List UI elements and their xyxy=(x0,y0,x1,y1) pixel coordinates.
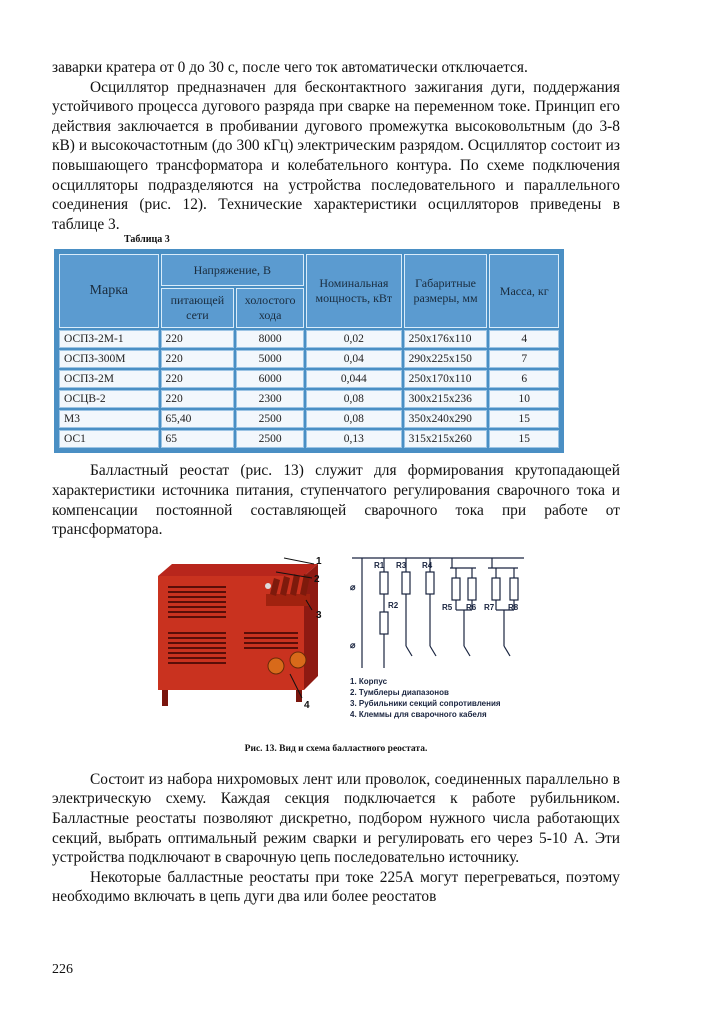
page-content xyxy=(52,58,620,907)
legend-item-2: 2. Тумблеры диапазонов xyxy=(350,687,449,697)
cell-power: 0,04 xyxy=(306,350,402,368)
header-dims: Габаритные размеры, мм xyxy=(404,254,488,328)
resistor-r6: R6 xyxy=(466,602,477,612)
legend-item-1: 1. Корпус xyxy=(350,676,388,686)
cell-mass: 6 xyxy=(489,370,559,388)
cell-dims: 315х215х260 xyxy=(404,430,488,448)
figure-ballast-rheostat xyxy=(52,550,620,740)
resistor-r8: R8 xyxy=(508,602,519,612)
resistor-r3: R3 xyxy=(396,560,407,570)
cell-idle: 2500 xyxy=(236,430,304,448)
table-row xyxy=(59,410,559,428)
paragraph-1: заварки кратера от 0 до 30 с, после чего ток автоматически отключается. xyxy=(52,59,528,76)
cell-brand: ОСЦВ-2 xyxy=(59,390,159,408)
legend-item-4: 4. Клеммы для сварочного кабеля xyxy=(350,709,487,719)
resistor-r2: R2 xyxy=(388,600,399,610)
paragraph-4: Состоит из набора нихромовых лент или проволок, соединенных параллельно в электрическую схему. Каждая секция подключается к работе рубильником. Балластные реостаты позволяют дискретно, подбором нужного числа работающих секций, выбрать оптимальный режим сварки и регулировать его через 5-10 А. Эти устройства подключают в сварочную цепь последовательно источнику. xyxy=(52,770,620,867)
figure-caption: Рис. 13. Вид и схема балластного реостата. xyxy=(244,743,428,754)
table-row xyxy=(59,330,559,348)
rheostat-schematic xyxy=(352,558,524,668)
header-power: Номинальная мощность, кВт xyxy=(306,254,402,328)
cell-brand: ОС1 xyxy=(59,430,159,448)
rheostat-illustration xyxy=(158,556,322,711)
cell-power: 0,08 xyxy=(306,410,402,428)
cell-supply: 220 xyxy=(161,350,235,368)
table-row xyxy=(59,370,559,388)
cell-idle: 2300 xyxy=(236,390,304,408)
cell-brand: ОСПЗ-300М xyxy=(59,350,159,368)
cell-power: 0,13 xyxy=(306,430,402,448)
table-row xyxy=(59,350,559,368)
cell-dims: 350х240х290 xyxy=(404,410,488,428)
paragraph-2: Осциллятор предназначен для бесконтактного зажигания дуги, поддержания устойчивого процесса дугового разряда при сварке на переменном токе. Принцип его действия заключается в пробивании дугового промежутка высоковольтным (до 3-8 кВ) и высокочастотным (до 300 кГц) электрическим разрядом. Осциллятор состоит из повышающего трансформатора и колебательного контура. По схеме подключения осцилляторы подразделяются на устройства последовательного и параллельного соединения (рис. 12). Технические характеристики осцилляторов приведены в таблице 3. xyxy=(52,78,620,233)
legend-item-3: 3. Рубильники секций сопротивления xyxy=(350,698,501,708)
cell-mass: 10 xyxy=(489,390,559,408)
callout-1: 1 xyxy=(316,555,322,567)
header-voltage: Напряжение, В xyxy=(161,254,305,286)
figure-svg xyxy=(52,550,620,740)
cell-dims: 250х176х110 xyxy=(404,330,488,348)
cell-idle: 6000 xyxy=(236,370,304,388)
cell-mass: 15 xyxy=(489,430,559,448)
cell-supply: 65 xyxy=(161,430,235,448)
cell-mass: 7 xyxy=(489,350,559,368)
table-row xyxy=(59,390,559,408)
cell-supply: 220 xyxy=(161,330,235,348)
cell-idle: 8000 xyxy=(236,330,304,348)
cell-idle: 5000 xyxy=(236,350,304,368)
cell-idle: 2500 xyxy=(236,410,304,428)
paragraph-5: Некоторые балластные реостаты при токе 225А могут перегреваться, поэтому необходимо включать в цепь дуги два или более реостатов xyxy=(52,868,620,906)
cell-dims: 290х225х150 xyxy=(404,350,488,368)
header-mass: Масса, кг xyxy=(489,254,559,328)
page-number: 226 xyxy=(52,962,73,977)
paragraph-3: Балластный реостат (рис. 13) служит для формирования крутопадающей характеристики источника питания, ступенчатого регулирования сварочного тока и компенсации постоянной составляющей сварочного тока при работе от трансформатора. xyxy=(52,462,620,539)
resistor-r7: R7 xyxy=(484,602,495,612)
callout-4: 4 xyxy=(304,699,310,711)
terminal-symbol-bottom: ⌀ xyxy=(350,639,356,650)
specs-table-wrapper xyxy=(54,249,564,453)
header-supply: питающей сети xyxy=(161,288,235,328)
callout-3: 3 xyxy=(316,609,322,621)
table-row xyxy=(59,430,559,448)
header-idle: холостого хода xyxy=(236,288,304,328)
resistor-r4: R4 xyxy=(422,560,433,570)
callout-2: 2 xyxy=(314,573,320,585)
cell-power: 0,044 xyxy=(306,370,402,388)
cell-supply: 220 xyxy=(161,370,235,388)
cell-power: 0,02 xyxy=(306,330,402,348)
cell-supply: 220 xyxy=(161,390,235,408)
cell-mass: 15 xyxy=(489,410,559,428)
cell-brand: ОСПЗ-2М-1 xyxy=(59,330,159,348)
table-caption: Таблица 3 xyxy=(124,234,170,246)
terminal-symbol-top: ⌀ xyxy=(350,581,356,592)
resistor-r5: R5 xyxy=(442,602,453,612)
cell-brand: ОСПЗ-2М xyxy=(59,370,159,388)
resistor-r1: R1 xyxy=(374,560,385,570)
cell-dims: 250х170х110 xyxy=(404,370,488,388)
specs-table xyxy=(57,252,561,450)
cell-dims: 300х215х236 xyxy=(404,390,488,408)
cell-power: 0,08 xyxy=(306,390,402,408)
header-brand: Марка xyxy=(59,254,159,328)
cell-mass: 4 xyxy=(489,330,559,348)
cell-supply: 65,40 xyxy=(161,410,235,428)
cell-brand: М3 xyxy=(59,410,159,428)
